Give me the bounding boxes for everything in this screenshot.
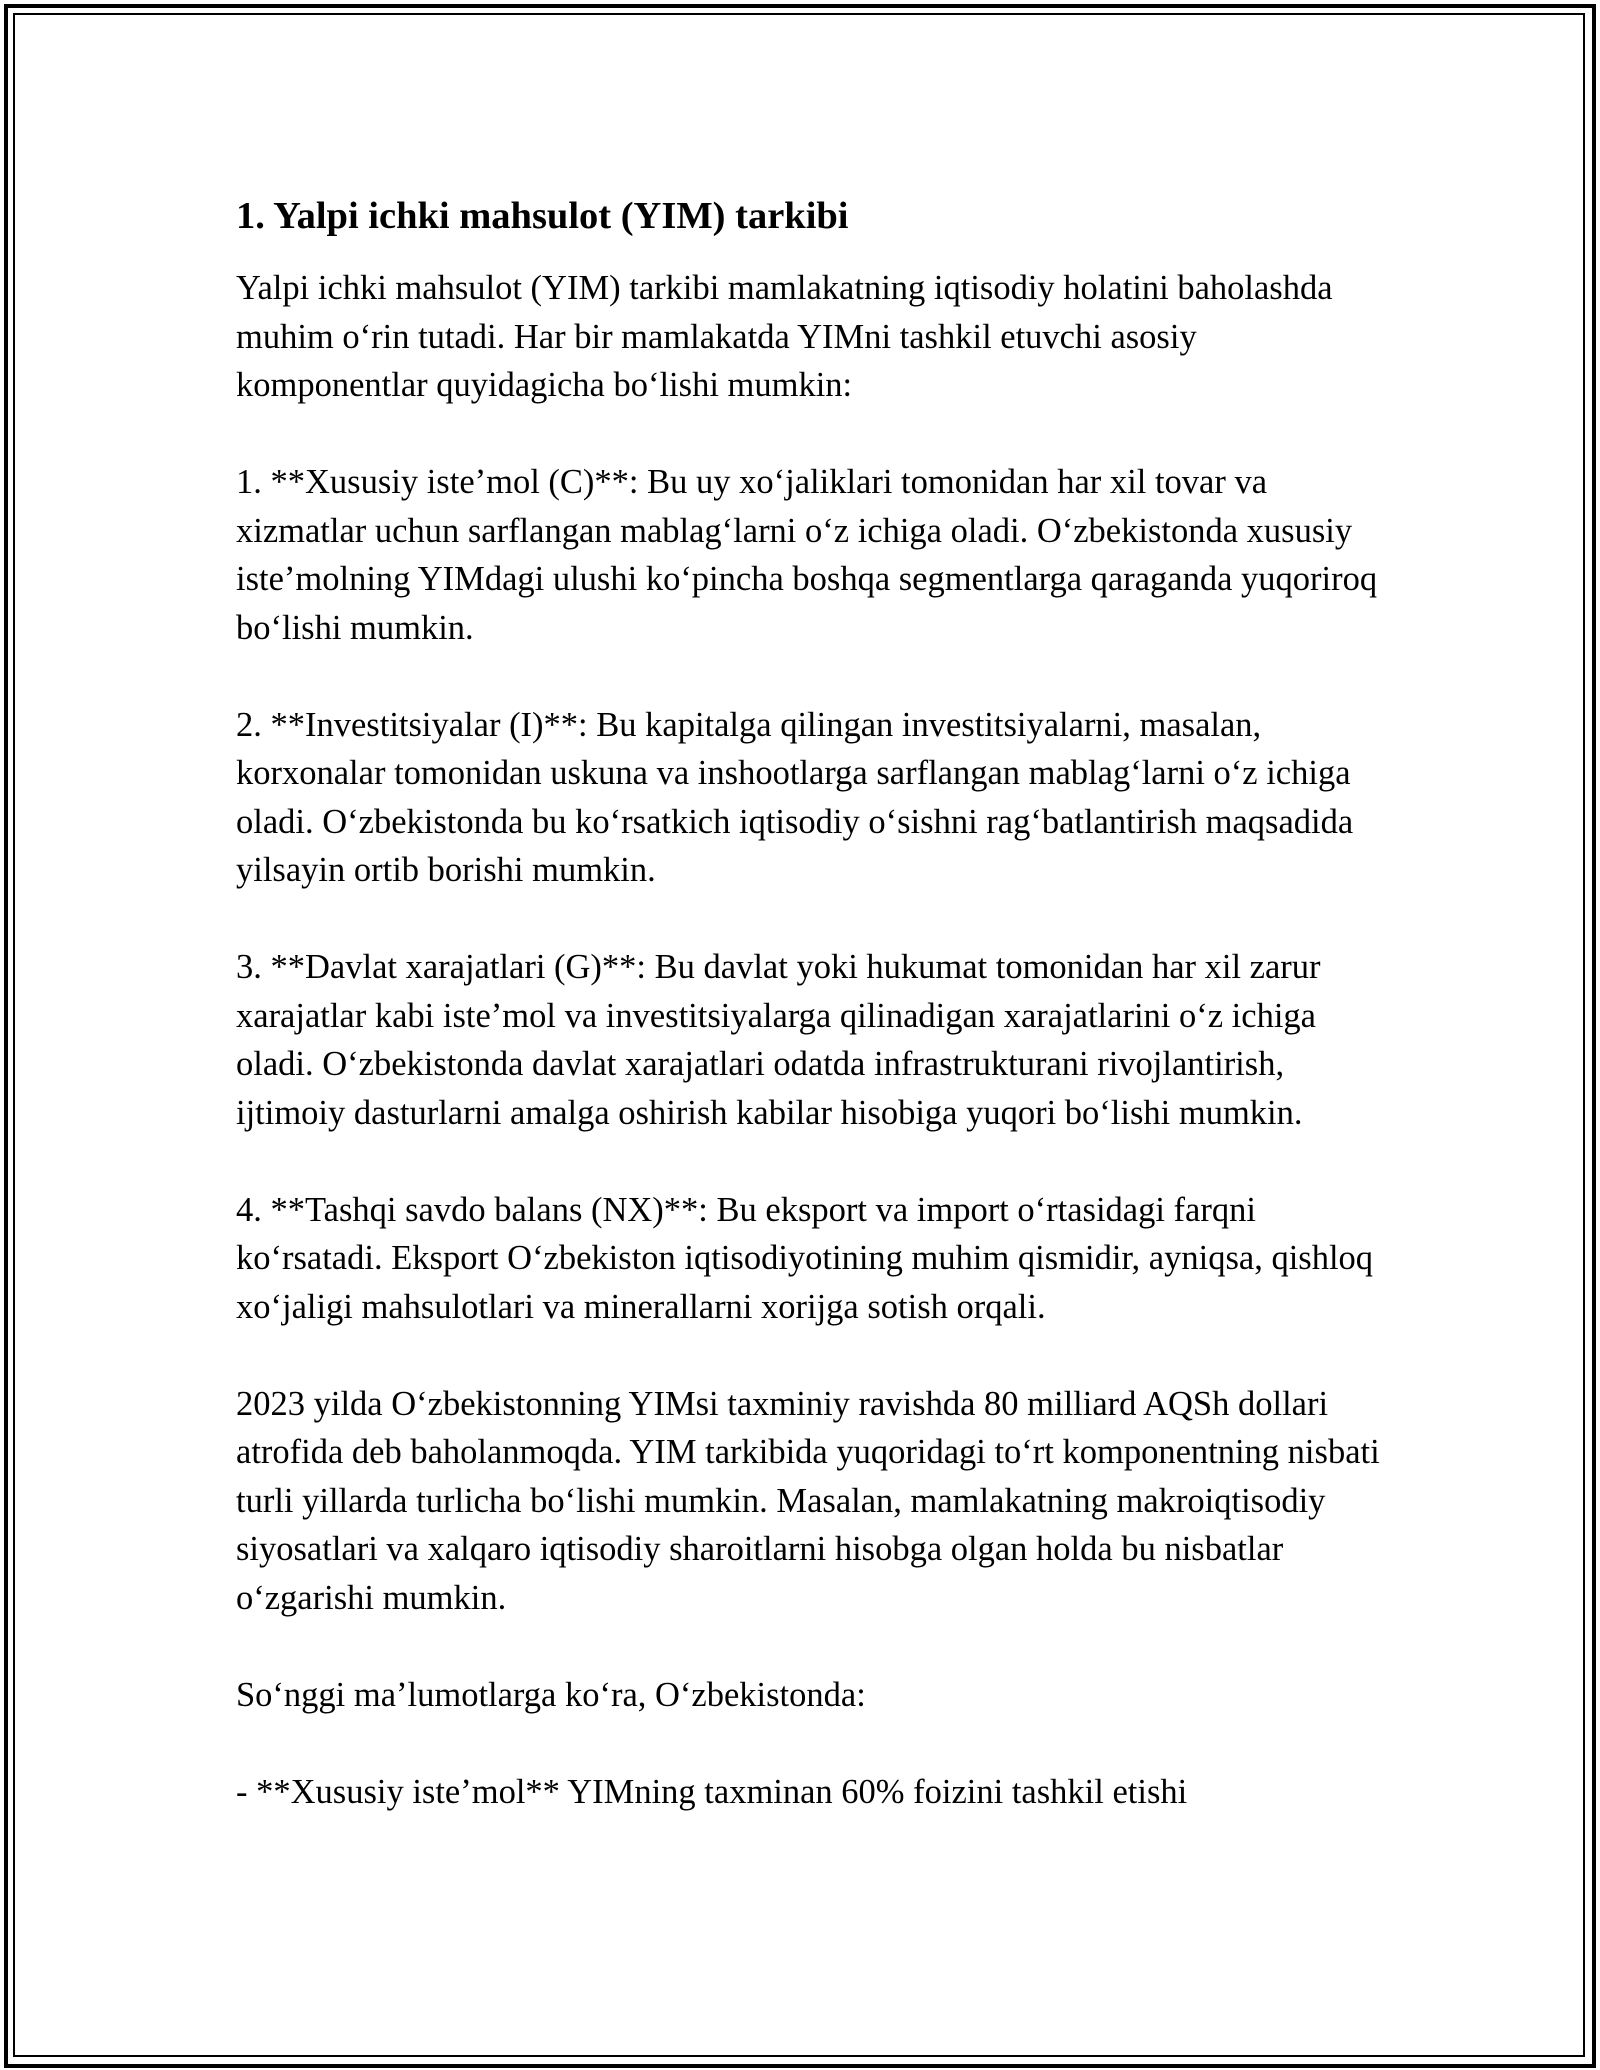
investment-paragraph: 2. **Investitsiyalar (I)**: Bu kapitalga qilingan investitsiyalarni, masalan, korxonalar tomonidan uskuna va inshootlarga sarflangan mablagʻlarni oʻz ichiga oladi. Oʻzbekistonda bu koʻrsatkich iqtisodiy oʻsishni ragʻbatlantirish maqsadida yilsayin ortib borishi mumkin. (236, 705, 1354, 889)
document-title: 1. Yalpi ichki mahsulot (YIM) tarkibi (236, 195, 849, 237)
consumption-paragraph: 1. **Xususiy isteʼmol (C)**: Bu uy xoʻjaliklari tomonidan har xil tovar va xizmatlar uchun sarflangan mablagʻlarni oʻz ichiga oladi. Oʻzbekistonda xususiy isteʼmolning YIMdagi ulushi koʻpincha boshqa segmentlarga qaraganda yuqoriroq boʻlishi mumkin. (236, 463, 1378, 647)
consumption-share-bullet: - **Xususiy isteʼmol** YIMning taxminan 60% foizini tashkil etishi (236, 1772, 1188, 1811)
document-body (236, 190, 1386, 1816)
government-spending-paragraph: 3. **Davlat xarajatlari (G)**: Bu davlat yoki hukumat tomonidan har xil zarur xarajatlar kabi isteʼmol va investitsiyalarga qilinadigan xarajatlarini oʻz ichiga oladi. Oʻzbekistonda davlat xarajatlari odatda infrastrukturani rivojlantirish, ijtimoiy dasturlarni amalga oshirish kabilar hisobiga yuqori boʻlishi mumkin. (236, 948, 1321, 1132)
net-exports-paragraph: 4. **Tashqi savdo balans (NX)**: Bu eksport va import oʻrtasidagi farqni koʻrsatadi. Eksport Oʻzbekiston iqtisodiyotining muhim qismidir, ayniqsa, qishloq xoʻjaligi mahsulotlari va minerallarni xorijga sotish orqali. (236, 1190, 1374, 1326)
recent-data-paragraph: Soʻnggi maʼlumotlarga koʻra, Oʻzbekistonda: (236, 1675, 866, 1714)
intro-paragraph: Yalpi ichki mahsulot (YIM) tarkibi mamlakatning iqtisodiy holatini baholashda muhim oʻrin tutadi. Har bir mamlakatda YIMni tashkil etuvchi asosiy komponentlar quyidagicha boʻlishi mumkin: (236, 269, 1333, 404)
gdp-2023-paragraph: 2023 yilda Oʻzbekistonning YIMsi taxminiy ravishda 80 milliard AQSh dollari atrofida deb baholanmoqda. YIM tarkibida yuqoridagi toʻrt komponentning nisbati turli yillarda turlicha boʻlishi mumkin. Masalan, mamlakatning makroiqtisodiy siyosatlari va xalqaro iqtisodiy sharoitlarni hisobga olgan holda bu nisbatlar oʻzgarishi mumkin. (236, 1384, 1380, 1617)
